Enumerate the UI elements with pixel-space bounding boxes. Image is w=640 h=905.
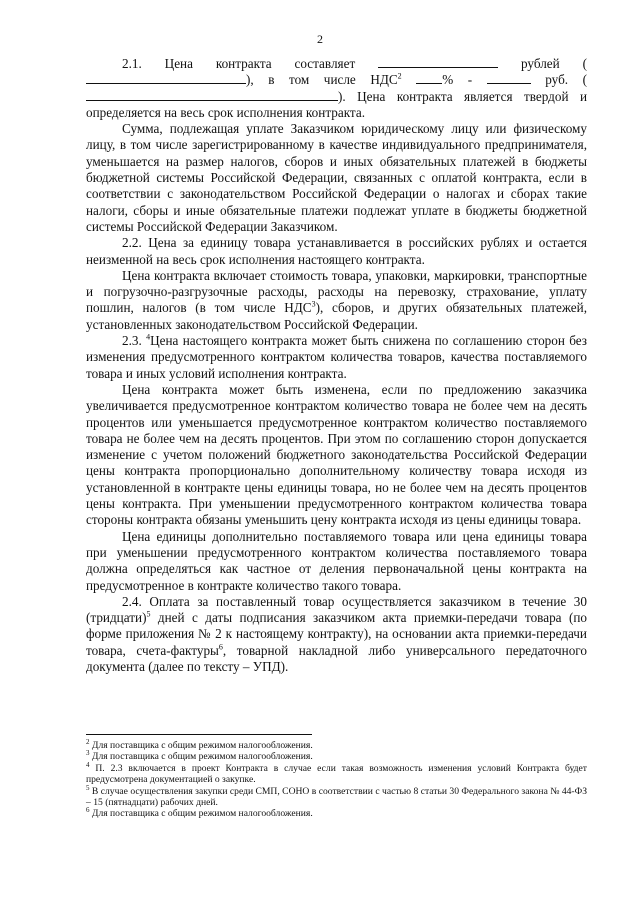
section-2-4-text-end: , товарной накладной либо универсального передаточного документа (далее по тексту – УПД). — [86, 642, 587, 674]
price-words-blank — [86, 72, 246, 84]
price-blank — [378, 56, 498, 68]
footnote-5 — [86, 783, 587, 809]
footnote-ref-4[interactable]: 4 — [146, 332, 151, 342]
footnote-text: Для поставщика с общим режимом налогообложения. — [89, 808, 313, 820]
vat-label: ), в том числе НДС — [246, 72, 398, 88]
paragraph-sum-reduction: Сумма, подлежащая уплате Заказчиком юридическому лицу или физическому лицу, в том числе зарегистрированному в качестве индивидуального предпринимателя, уменьшается на размер налогов, сборов и иных обязательных платежей в бюджеты бюджетной системы Российской Федерации, связанных с оплатой контракта, если в соответствии с законодательством Российской Федерации о налогах и сборах такие налоги, сборы и иные обязательные платежи подлежат уплате в бюджеты бюджетной системы Российской Федерации Заказчиком. — [86, 121, 587, 234]
section-2-4-text-mid: дней с даты подписания заказчиком акта приемки-передачи товара (по форме приложения № 2 к настоящему контракту), на основании акта приемки-передачи товара, счета-фактуры — [86, 610, 587, 658]
rub-label: руб. — [545, 72, 569, 88]
section-2-3-number: 2.3. — [122, 333, 147, 349]
footnotes — [86, 737, 587, 820]
price-includes-text: Цена контракта включает стоимость товара, упаковки, маркировки, транспортные и погрузочно-разгрузочные расходы, расходы на перевозку, страхование, уплату пошлин, налогов (в том числе НДС — [86, 267, 587, 316]
footnote-mark: 4 — [86, 760, 90, 769]
price-includes-text-end: ), сборов, и других обязательных платежей, установленных законодательством Российской Федерации. — [86, 300, 587, 332]
footnote-text: П. 2.3 включается в проект Контракта в случае если такая возможность изменения условий Контракта будет предусмотрена документацией о закупке. — [86, 762, 587, 786]
paren-open: ( — [582, 56, 588, 71]
footnote-4 — [86, 760, 587, 786]
percent-sign: % — [442, 72, 454, 88]
footnote-3 — [86, 751, 587, 762]
footnote-mark: 2 — [86, 737, 90, 746]
footnote-text: Для поставщика с общим режимом налогообложения. — [89, 740, 313, 751]
footnote-mark: 6 — [86, 806, 90, 815]
footnote-mark: 3 — [86, 749, 90, 758]
vat-words-blank — [86, 89, 338, 101]
section-2-4 — [86, 594, 587, 675]
footnote-mark: 5 — [86, 783, 90, 792]
section-2-3-text: Цена настоящего контракта может быть снижена по соглашению сторон без изменения предусмотренного контрактом количества товаров, качества поставляемого товара и иных условий исполнения контракта. — [86, 333, 588, 381]
footnote-divider — [86, 734, 312, 735]
footnote-ref-2[interactable]: 2 — [397, 71, 402, 81]
contract-body — [86, 56, 587, 675]
paren-open-2: ( — [582, 72, 588, 88]
footnote-6 — [86, 808, 587, 819]
section-2-3 — [86, 333, 587, 382]
section-2-4-text: 2.4. Оплата за поставленный товар осуществляется заказчиком в течение 30 (тридцати) — [86, 593, 587, 626]
paragraph-price-change: Цена контракта может быть изменена, если по предложению заказчика увеличивается предусмотренное контрактом количество товара не более чем на десять процентов или уменьшается предусмотренное контрактом количество поставляемого товара не более чем на десять процентов. При этом по соглашению сторон допускается изменение с учетом положений бюджетного законодательства Российской Федерации цены контракта пропорционально дополнительному количеству товара исходя из установленной в контракте цены единицы товара, но не более чем на десять процентов цены контракта. При уменьшении предусмотренного контрактом количества товара стороны контракта обязаны уменьшить цену контракта исходя из цены единицы товара. — [86, 381, 587, 528]
footnote-ref-6[interactable]: 6 — [218, 642, 223, 652]
vat-amount-blank — [487, 72, 531, 84]
section-2-1 — [86, 56, 587, 121]
section-2-1-lead: 2.1. Цена контракта составляет — [122, 56, 356, 71]
footnote-ref-5[interactable]: 5 — [146, 609, 151, 619]
footnote-text: Для поставщика с общим режимом налогообложения. — [89, 751, 313, 763]
page-number: 2 — [317, 32, 323, 46]
footnote-text: В случае осуществления закупки среди СМП, СОНО в соответствии с частью 8 статьи 30 Федерального закона № 44-ФЗ – 15 (пятнадцати) рабочих дней. — [86, 785, 587, 809]
dash: - — [467, 72, 473, 88]
section-2-1-tail: ). Цена контракта является твердой и определяется на весь срок исполнения контракта. — [86, 88, 587, 120]
footnote-ref-3[interactable]: 3 — [311, 300, 316, 310]
rubles-label: рублей — [521, 56, 560, 71]
footnote-2 — [86, 737, 587, 751]
paragraph-unit-price: Цена единицы дополнительно поставляемого товара или цена единицы товара при уменьшении предусмотренного контрактом количества поставляемого товара должна определяться как частное от деления первоначальной цены контракта на предусмотренное в контракте количество такого товара. — [86, 528, 587, 593]
vat-percent-blank — [416, 72, 442, 84]
paragraph-price-includes — [86, 268, 587, 333]
section-2-2: 2.2. Цена за единицу товара устанавливается в российских рублях и остается неизменной на весь срок исполнения настоящего контракта. — [86, 235, 587, 267]
